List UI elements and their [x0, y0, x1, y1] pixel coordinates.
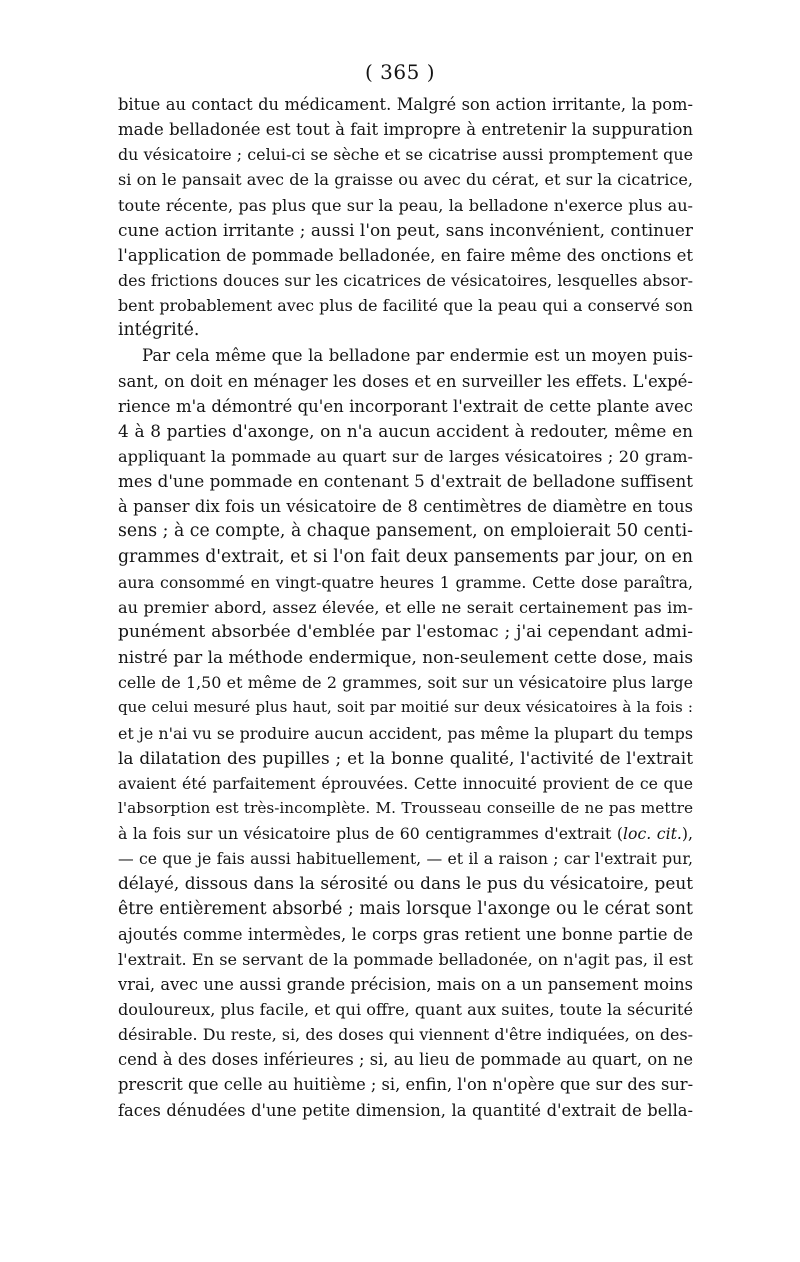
text-line: bent probablement avec plus de facilité que la peau qui a conservé son	[118, 296, 693, 316]
text-line: l'application de pommade belladonée, en faire même des onctions et	[118, 245, 693, 265]
text-line: cune action irritante ; aussi l'on peut, sans inconvénient, continuer	[118, 219, 693, 240]
text-line: cend à des doses inférieures ; si, au lieu de pommade au quart, on ne	[118, 1050, 693, 1070]
text-line: sens ; à ce compte, à chaque pansement, on emploierait 50 centi-	[118, 521, 693, 542]
text-line: et je n'ai vu se produire aucun accident, pas même la plupart du temps	[118, 723, 693, 743]
text-line: prescrit que celle au huitième ; si, enfin, l'on n'opère que sur des sur-	[118, 1075, 693, 1095]
text-line: que celui mesuré plus haut, soit par moitié sur deux vésicatoires à la fois :	[118, 698, 693, 717]
text-line: aura consommé en vingt-quatre heures 1 gramme. Cette dose paraîtra,	[118, 572, 693, 592]
text-line: être entièrement absorbé ; mais lorsque l'axonge ou le cérat sont	[118, 898, 693, 919]
text-line: mes d'une pommade en contenant 5 d'extrait de belladone suffisent	[118, 471, 693, 492]
text-line: l'absorption est très-incomplète. M. Trousseau conseille de ne pas mettre	[118, 798, 693, 817]
text-line: vrai, avec une aussi grande précision, mais on a un pansement moins	[118, 974, 693, 994]
text-line-part: ),	[681, 824, 693, 844]
text-line: l'extrait. En se servant de la pommade belladonée, on n'agit pas, il est	[118, 949, 693, 969]
citation-italic: loc. cit.	[623, 824, 682, 844]
text-line: à panser dix fois un vésicatoire de 8 centimètres de diamètre en tous	[118, 497, 693, 517]
text-line: des frictions douces sur les cicatrices de vésicatoires, lesquelles absor-	[118, 270, 693, 290]
text-line: appliquant la pommade au quart sur de larges vésicatoires ; 20 gram-	[118, 446, 693, 466]
text-line: — ce que je fais aussi habituellement, — et il a raison ; car l'extrait pur,	[118, 849, 693, 869]
text-line: rience m'a démontré qu'en incorporant l'extrait de cette plante avec	[118, 396, 693, 416]
text-line: celle de 1,50 et même de 2 grammes, soit sur un vésicatoire plus large	[118, 673, 693, 693]
body-text	[118, 92, 693, 1123]
text-line: au premier abord, assez élevée, et elle ne serait certainement pas im-	[118, 597, 693, 617]
text-line: punément absorbée d'emblée par l'estomac ; j'ai cependant admi-	[118, 621, 693, 642]
text-line: ajoutés comme intermèdes, le corps gras retient une bonne partie de	[118, 924, 693, 944]
text-line: grammes d'extrait, et si l'on fait deux pansements par jour, on en	[118, 546, 693, 567]
text-line: désirable. Du reste, si, des doses qui viennent d'être indiquées, on des-	[118, 1025, 693, 1045]
text-line: toute récente, pas plus que sur la peau, la belladone n'exerce plus au-	[118, 195, 693, 215]
text-line: du vésicatoire ; celui-ci se sèche et se cicatrise aussi promptement que	[118, 145, 693, 165]
text-line: bitue au contact du médicament. Malgré son action irritante, la pom-	[118, 95, 693, 114]
text-line: Par cela même que la belladone par endermie est un moyen puis-	[142, 346, 693, 366]
text-line: intégrité.	[118, 320, 200, 341]
text-line: faces dénudées d'une petite dimension, la quantité d'extrait de bella-	[118, 1100, 693, 1120]
text-line: nistré par la méthode endermique, non-seulement cette dose, mais	[118, 647, 693, 668]
text-line: made belladonée est tout à fait impropre à entretenir la suppuration	[118, 120, 693, 140]
text-line	[118, 821, 693, 846]
text-line: avaient été parfaitement éprouvées. Cette innocuité provient de ce que	[118, 773, 693, 793]
text-line: délayé, dissous dans la sérosité ou dans le pus du vésicatoire, peut	[118, 873, 693, 894]
text-line-part: à la fois sur un vésicatoire plus de 60 centigrammes d'extrait (	[118, 824, 623, 844]
text-line: si on le pansait avec de la graisse ou avec du cérat, et sur la cicatrice,	[118, 170, 693, 190]
text-line: 4 à 8 parties d'axonge, on n'a aucun accident à redouter, même en	[118, 420, 693, 441]
text-line: sant, on doit en ménager les doses et en surveiller les effets. L'expé-	[118, 371, 693, 391]
text-line: la dilatation des pupilles ; et la bonne qualité, l'activité de l'extrait	[118, 747, 693, 768]
page-number: ( 365 )	[365, 60, 435, 84]
text-line: douloureux, plus facile, et qui offre, quant aux suites, toute la sécurité	[118, 1000, 693, 1020]
